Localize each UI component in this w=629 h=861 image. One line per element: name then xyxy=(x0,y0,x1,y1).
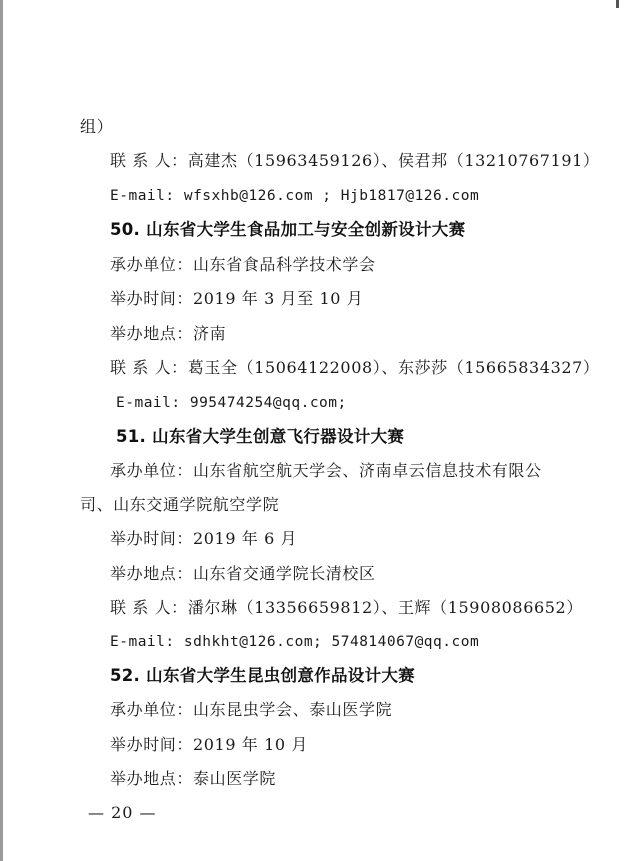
comp50-contacts: 联 系 人：葛玉全（15064122008）、东莎莎（15665834327） xyxy=(110,358,600,377)
comp51-location: 举办地点：山东省交通学院长清校区 xyxy=(110,564,376,583)
comp52-location: 举办地点：泰山医学院 xyxy=(110,769,277,788)
page-number: — 20 — xyxy=(88,803,157,822)
comp51-title: 51. 山东省大学生创意飞行器设计大赛 xyxy=(116,427,405,446)
comp50-email: E-mail: 995474254@qq.com; xyxy=(116,395,347,411)
page-edge xyxy=(0,0,3,861)
comp52-organizer: 承办单位：山东昆虫学会、泰山医学院 xyxy=(110,700,393,719)
continuation-text: 组） xyxy=(80,117,114,136)
comp52-time: 举办时间：2019 年 10 月 xyxy=(110,735,308,754)
comp50-title: 50. 山东省大学生食品加工与安全创新设计大赛 xyxy=(110,220,466,239)
comp52-title: 52. 山东省大学生昆虫创意作品设计大赛 xyxy=(110,666,415,685)
corner-mark xyxy=(616,0,619,8)
prev-email: E-mail: wfsxhb@126.com ; Hjb1817@126.com xyxy=(110,188,480,204)
comp50-time: 举办时间：2019 年 3 月至 10 月 xyxy=(110,289,364,308)
comp50-location: 举办地点：济南 xyxy=(110,324,227,343)
prev-contacts: 联 系 人：高建杰（15963459126）、侯君邦（13210767191） xyxy=(110,151,600,170)
comp51-organizer-line1: 承办单位：山东省航空航天学会、济南卓云信息技术有限公 xyxy=(110,461,542,480)
comp50-organizer: 承办单位：山东省食品科学技术学会 xyxy=(110,255,376,274)
comp51-contacts: 联 系 人：潘尔琳（13356659812）、王辉（15908086652） xyxy=(110,598,583,617)
comp51-email: E-mail: sdhkht@126.com; 574814067@qq.com xyxy=(110,634,480,650)
comp51-organizer-line2: 司、山东交通学院航空学院 xyxy=(80,495,280,514)
comp51-time: 举办时间：2019 年 6 月 xyxy=(110,529,298,548)
